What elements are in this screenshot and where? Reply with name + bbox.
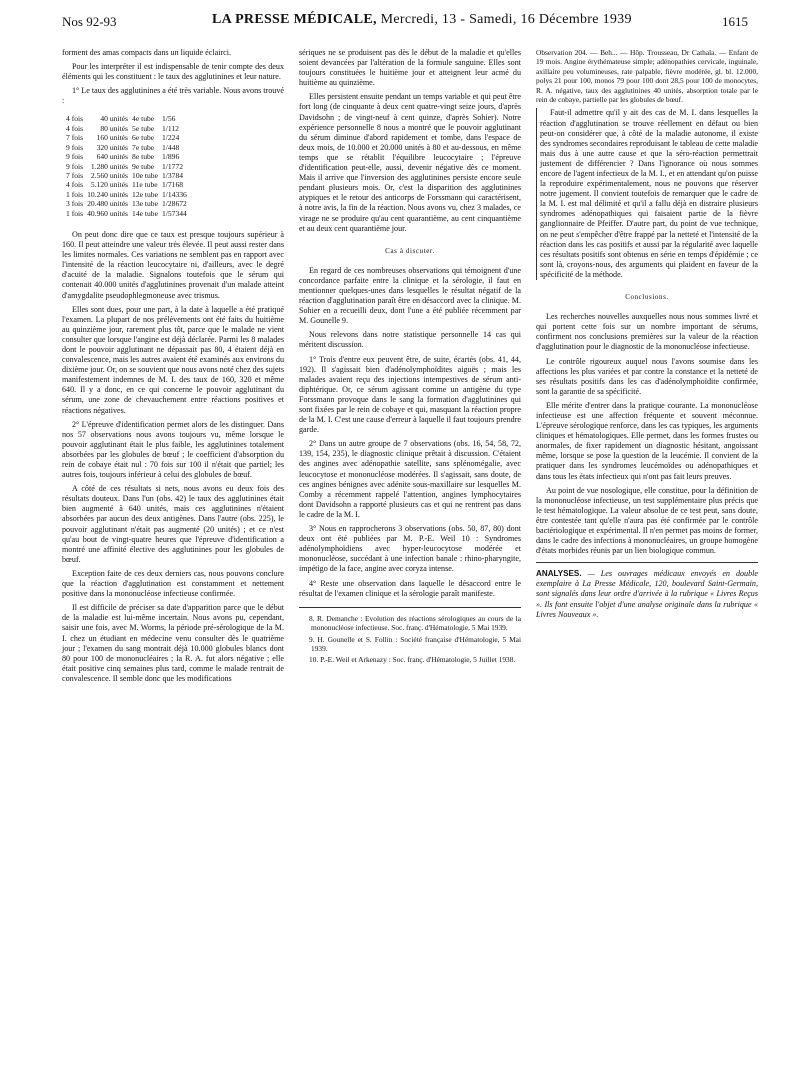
count-cell: 7 fois: [66, 170, 84, 180]
tube-cell: 4e tube: [132, 114, 155, 124]
paragraph: Nous relevons dans notre statistique personnelle 14 cas qui méritent discussion.: [299, 330, 521, 350]
publication-name: LA PRESSE MÉDICALE,: [212, 12, 377, 27]
paragraph: Au point de vue nosologique, elle constitue, pour la définition de la mononucléose infectieuse, un test supplémentaire plus précis que le test hématologique. La valeur absolue de ce test peut, sans doute, être contestée tant qu'elle n'aura pas été confirmée par le contrôle bactériologique et expérimental. Il n'en permet pas moins de former, dans le cadre des infections à mononucléaires, un groupe homogène d'états morbides réunis par un lien biologique commun.: [536, 485, 758, 556]
tube-cell: 9e tube: [132, 161, 155, 171]
paragraph: Elle mérite d'entrer dans la pratique courante. La mononucléose infectieuse est une affection fréquente et souvent méconnue. L'épreuve sérologique renforce, dans les cas typiques, les arguments cliniques et hématologiques. Elle permet, dans les formes frustes ou anormales, de fixer rapidement un diagnostic hésitant, angoissant même, lorsque se pose la question de la leucémie. Il convient de la pratiquer dans les syndromes leucémoïdes ou adénopathiques et dans tous les états infectieux qui n'ont pas fait leurs preuves.: [536, 400, 758, 481]
units-cell: 5.120 unités: [90, 180, 129, 190]
table-row: [64, 199, 189, 208]
dilution-cell: 1/1772: [161, 161, 184, 171]
tube-cell: 13e tube: [132, 199, 158, 209]
tube-cell: 10e tube: [132, 170, 158, 180]
analyses-notice: [536, 562, 758, 619]
issue-number: Nos 92-93: [62, 14, 117, 29]
table-row: [64, 171, 189, 180]
footnote: 10. P.-E. Weil et Arkenazy : Soc. franç. d'Hématologie, 5 Juillet 1938.: [309, 655, 516, 665]
paragraph: Pour les interpréter il est indispensable de tenir compte des deux éléments qui les constituent : le taux des agglutinines et leur nature.: [62, 62, 284, 82]
tube-cell: 12e tube: [132, 189, 158, 199]
paragraph: Exception faite de ces deux derniers cas, nous pouvons conclure que la réaction d'agglutination est constamment et nettement positive dans la mononucléose infectieuse confirmée.: [62, 568, 284, 599]
units-cell: 2.560 unités: [90, 170, 129, 180]
units-cell: 20.480 unités: [87, 199, 129, 209]
paragraph: 2° L'épreuve d'identification permet alors de les distinguer. Dans nos 57 observations nous avons toujours vu, même lorsque le pouvoir agglutinant était le plus faible, les agglutinines totalement absorbées par les globules de bœuf ; le coefficient d'absorption du rein de cobaye était nul : 70 fois sur 100 il n'était que partiel; les autres fois, toujours inférieur à celui des globules de bœuf.: [62, 419, 284, 480]
dilution-cell: 1/57344: [161, 208, 187, 218]
footnote-rule: [299, 607, 521, 608]
table-row: [64, 124, 189, 133]
count-cell: 3 fois: [66, 199, 84, 209]
column-1: [62, 48, 284, 688]
dilution-cell: 1/56: [161, 114, 176, 124]
dilution-cell: 1/28672: [161, 199, 187, 209]
dilution-cell: 1/7168: [161, 180, 184, 190]
tube-cell: 8e tube: [132, 152, 155, 162]
count-cell: 1 fois: [66, 189, 84, 199]
table-row: [64, 143, 189, 152]
paragraph: Elles sont dues, pour une part, à la date à laquelle a été pratiqué l'examen. La plupart de nos prélèvements ont été faits du huitième au quinzième jour, rarement plus tôt, parce que le malade ne vient consulter que lorsque l'angine est déjà déclarée. Parmi les 8 malades dont le pouvoir agglutinant ne dépassait pas 80, 4 étaient déjà en convalescence, mais les autres avaient été examinés aux environs du dixième jour. Or, on se souvient que nous avons noté chez des sujets manifestement indemnes de M. I. des taux de 160, 320 et même 640. Il y a donc, en ce qui concerne le pouvoir agglutinant du sérum, une zone de chevauchement entre réactions positives et réactions négatives.: [62, 304, 284, 415]
table-row: [64, 190, 189, 199]
units-cell: 640 unités: [96, 152, 129, 162]
section-heading: Cas à discuter.: [385, 246, 435, 255]
paragraph: On peut donc dire que ce taux est presque toujours supérieur à 160. Il peut atteindre une valeur très élevée. Il peut aussi rester dans les limites normales. Ces variations ne semblent pas en rapport avec l'intensité de la réaction leucocytaire ni, d'ailleurs, avec le degré d'acuité de la maladie. Signalons toutefois que le sérum qui contenait 40.000 unités d'agglutinines provenait d'un malade atteint d'amygdalite pseudophlegmoneuse avec trismus.: [62, 229, 284, 300]
paragraph: 1° Le taux des agglutinines a été très variable. Nous avons trouvé :: [62, 86, 284, 106]
agglutinin-table-body: [64, 114, 189, 217]
dilution-cell: 1/896: [161, 152, 180, 162]
table-row: [64, 114, 189, 123]
tube-cell: 7e tube: [132, 142, 155, 152]
table-row: [64, 152, 189, 161]
units-cell: 1.280 unités: [90, 161, 129, 171]
tube-cell: 5e tube: [132, 123, 155, 133]
count-cell: 9 fois: [66, 142, 84, 152]
agglutinin-table: [64, 114, 189, 217]
section-heading: Conclusions.: [625, 293, 669, 302]
table-row: [64, 209, 189, 218]
notice-lead: ANALYSES.: [536, 569, 582, 579]
paragraph: Il est difficile de préciser sa date d'apparition parce que le début de la maladie est lui-même incertain. Nous avons pu, cependant, saisir une fois, avec M. Worms, la période pré-sérologique de la M. I. chez un étudiant en médecine venu consulter dès le quatrième jour ; l'examen du sang montrait déjà 10.000 globules blancs dont 80 pour 100 de mononucléaires ; la R. A. fut alors négative ; elle était positive cinq semaines plus tard, comme le malade rentrait de convalescence. Il semble donc que les modifications: [62, 603, 284, 683]
footnotes: [299, 614, 521, 665]
tube-cell: 14e tube: [132, 208, 158, 218]
paragraph: 4° Reste une observation dans laquelle le désaccord entre le résultat de l'examen clinique et la sérologie paraît manifeste.: [299, 578, 521, 598]
paragraph: Faut-il admettre qu'il y ait des cas de M. I. dans lesquelles la réaction d'agglutination se trouve réellement en défaut ou bien peut-on considérer que, à côté de la maladie autonome, il existe des syndromes secondaires reproduisant le tableau de cette maladie mais dus à une autre cause et que la séro-réaction permettrait justement de différencier ? Dans l'ignorance où nous sommes encore de l'agent infectieux de la M. I., et en attendant qu'on puisse la reproduire expérimentalement, nous ne pouvons que réserver notre jugement. Il convient toutefois de remarquer que le cadre de la M. I. est mal délimité et qu'il a fallu déjà en distraire plusieurs syndromes adénopathiques qui faisaient partie de la fièvre ganglionnaire de Pfeiffer. D'autre part, du point de vue technique, on ne peut s'empêcher d'être frappé par la netteté et l'intensité de la réaction dans les cas positifs et aussi par la régularité avec laquelle ces résultats positifs sont obtenus en série en temps d'épidémie ; ce sont là, croyons-nous, des arguments qui plaident en faveur de la spécificité de la méthode.: [536, 108, 758, 280]
units-cell: 320 unités: [96, 142, 129, 152]
units-cell: 40.960 unités: [87, 208, 129, 218]
column-3: [536, 48, 758, 620]
dilution-cell: 1/14336: [161, 189, 187, 199]
count-cell: 1 fois: [66, 208, 84, 218]
units-cell: 40 unités: [100, 114, 129, 124]
page-header: [62, 12, 748, 36]
table-row: [64, 180, 189, 189]
table-row: [64, 162, 189, 171]
units-cell: 10.240 unités: [87, 189, 129, 199]
paragraph: sériques ne se produisent pas dès le début de la maladie et qu'elles soient devancées par l'altération de la formule sanguine. Elles sont toujours constituées le huitième jour et atteignent leur acmé du huitième au quinzième.: [299, 48, 521, 88]
count-cell: 9 fois: [66, 161, 84, 171]
paragraph: A côté de ces résultats si nets, nous avons eu deux fois des résultats douteux. Dans l'un (obs. 42) le taux des agglutinines était bien augmenté à 640 unités, mais ces agglutinines n'étaient absorbées par aucun des deux antigènes. Dans l'autre (obs. 225), le pouvoir agglutinant n'était pas augmenté (20 unités) ; et ce n'est qu'au bout de vingt-quatre heures que l'épreuve d'identification a montré une affinité élective des agglutinines pour les globules de bœuf.: [62, 484, 284, 564]
notice-text: — Les ouvrages médicaux envoyés en double exemplaire à La Presse Médicale, 120, boulevard Saint-Germain, sont signalés dans leur ordre d'arrivée à la rubrique « Livres Reçus ». Ils font ensuite l'objet d'une analyse originale dans la rubrique « Livres Nouveaux ».: [536, 569, 758, 619]
paragraph: Elles persistent ensuite pendant un temps variable et qui peut être fort long (de cinquante à deux cent quatre-vingt seize jours, d'après Davidsohn ; de vingt-neuf à cent quinze, d'après Sohier). Notre expérience personnelle 8 nous a montré que le pouvoir agglutinant du sérum diminue d'abord rapidement et tombe, dans l'espace de deux mois, de 10.000 et 20.000 unités à 80 et au-dessous, en même temps que se rétablit l'équilibre leucocytaire ; l'épreuve d'identification peut-elle, aussi, devenir négative dès ce moment. Mais il arrive que l'inversion des agglutinines persiste encore seule pendant plusieurs mois. Or, c'est la disparition des agglutinines atypiques et le retour des anticorps de Forssmann qui caractérisent, à notre avis, la fin de la réaction. Nous avons vu, chez 3 malades, ce virage ne se produire qu'au cent quarantième, au cent cinquantième et au deux cent quarantième jour.: [299, 92, 521, 233]
count-cell: 9 fois: [66, 152, 84, 162]
paragraph: En regard de ces nombreuses observations qui témoignent d'une concordance parfaite entre la clinique et la sérologie, il faut en mentionner quelques-unes dans lesquelles le résultat négatif de la réaction d'agglutination paraît être en désaccord avec la clinique. M. Sohier en a recueilli deux, dont l'une a été publiée récemment par M. Gounelle 9.: [299, 265, 521, 326]
count-cell: 4 fois: [66, 180, 84, 190]
tube-cell: 6e tube: [132, 133, 155, 143]
dilution-cell: 1/3784: [161, 170, 184, 180]
dilution-cell: 1/224: [161, 133, 180, 143]
dilution-cell: 1/448: [161, 142, 180, 152]
observation-paragraph: Observation 204. — Beh... — Hôp. Trousseau, Dr Cathala. — Enfant de 19 mois. Angine érythémateuse simple; adénopathies cervicale, inguinale, axillaire peu volumineuses, rate palpable, fièvre modérée, gl. bl. 12.000, polys 21 pour 100, monos 79 pour 100 dont 28,5 pour 100 de monocytes, R. A. négative, taux des agglutinines 40 unités, absorption totale par le rein de cobaye, partielle par les globules de bœuf.: [536, 48, 758, 105]
dilution-cell: 1/112: [161, 123, 179, 133]
count-cell: 7 fois: [66, 133, 84, 143]
paragraph: 3° Nous en rapprocherons 3 observations (obs. 50, 87, 80) dont deux ont été publiées par M. P.-E. Weil 10 : Syndromes adénolymphoïdiens avec hyper-leucocytose modérée et mononucléose, succédant à une infection banale : rhino-pharyngite, impétigo de la face, angine avec coryza intense.: [299, 524, 521, 574]
paragraph: Les recherches nouvelles auxquelles nous nous sommes livré et qui portent cette fois sur un nombre important de sérums, confirment nos conclusions premières sur la valeur de la réaction d'agglutination pour le diagnostic de la mononucléose infectieuse.: [536, 312, 758, 352]
tube-cell: 11e tube: [132, 180, 158, 190]
issue-date: Mercredi, 13 - Samedi, 16 Décembre 1939: [380, 12, 632, 27]
units-cell: 80 unités: [100, 123, 129, 133]
running-title: [212, 12, 632, 28]
footnote: 9. H. Gounelle et S. Follin : Société française d'Hématologie, 5 Mai 1939.: [309, 634, 521, 653]
units-cell: 160 unités: [96, 133, 129, 143]
paragraph: 1° Trois d'entre eux peuvent être, de suite, écartés (obs. 41, 44, 192). Il s'agissait bien d'adénolymphoïdites aiguës ; mais les malades avaient reçu des injections intempestives de sérum anti-diphtérique. Or, ce sérum agissant comme un antigène du type Forssmann provoque dans le sang la formation d'agglutinines qui sont fixées par le rein de cobaye et qui, masquant la réaction propre de la M. I. C'est une cause d'erreur à laquelle il faut toujours prendre garde.: [299, 354, 521, 435]
count-cell: 4 fois: [66, 114, 84, 124]
page-number: 1615: [722, 14, 748, 29]
footnote: 8. R. Demanche : Evolution des réactions sérologiques au cours de la mononucléose infectieuse. Soc. franç. d'Hématologie, 5 Mai 1939.: [309, 613, 521, 633]
paragraph: forment des amas compacts dans un liquide éclairci.: [62, 48, 232, 57]
paragraph: Le contrôle rigoureux auquel nous l'avons soumise dans les affections les plus variées et par contre la constance et la netteté de ses résultats positifs dans les cas d'adénolymphoïdite confirmée, sont la garantie de sa spécificité.: [536, 356, 758, 396]
count-cell: 4 fois: [66, 123, 84, 133]
column-2: [299, 48, 521, 667]
table-row: [64, 133, 189, 142]
paragraph: 2° Dans un autre groupe de 7 observations (obs. 16, 54, 58, 72, 139, 154, 235), le diagnostic clinique prêtait à discussion. C'étaient des angines avec adénopathie satellite, sans splénomégalie, avec leucocytose et mononucléose modérées. Il s'agissait, sans doute, de ces angines bénignes avec adénite sous-maxillaire sur lesquelles M. Comby a récemment rappelé l'attention, angines lymphocytaires dont Davidsohn a rapporté plusieurs cas et qui ne rentrent pas dans le cadre de la M. I.: [299, 439, 521, 519]
